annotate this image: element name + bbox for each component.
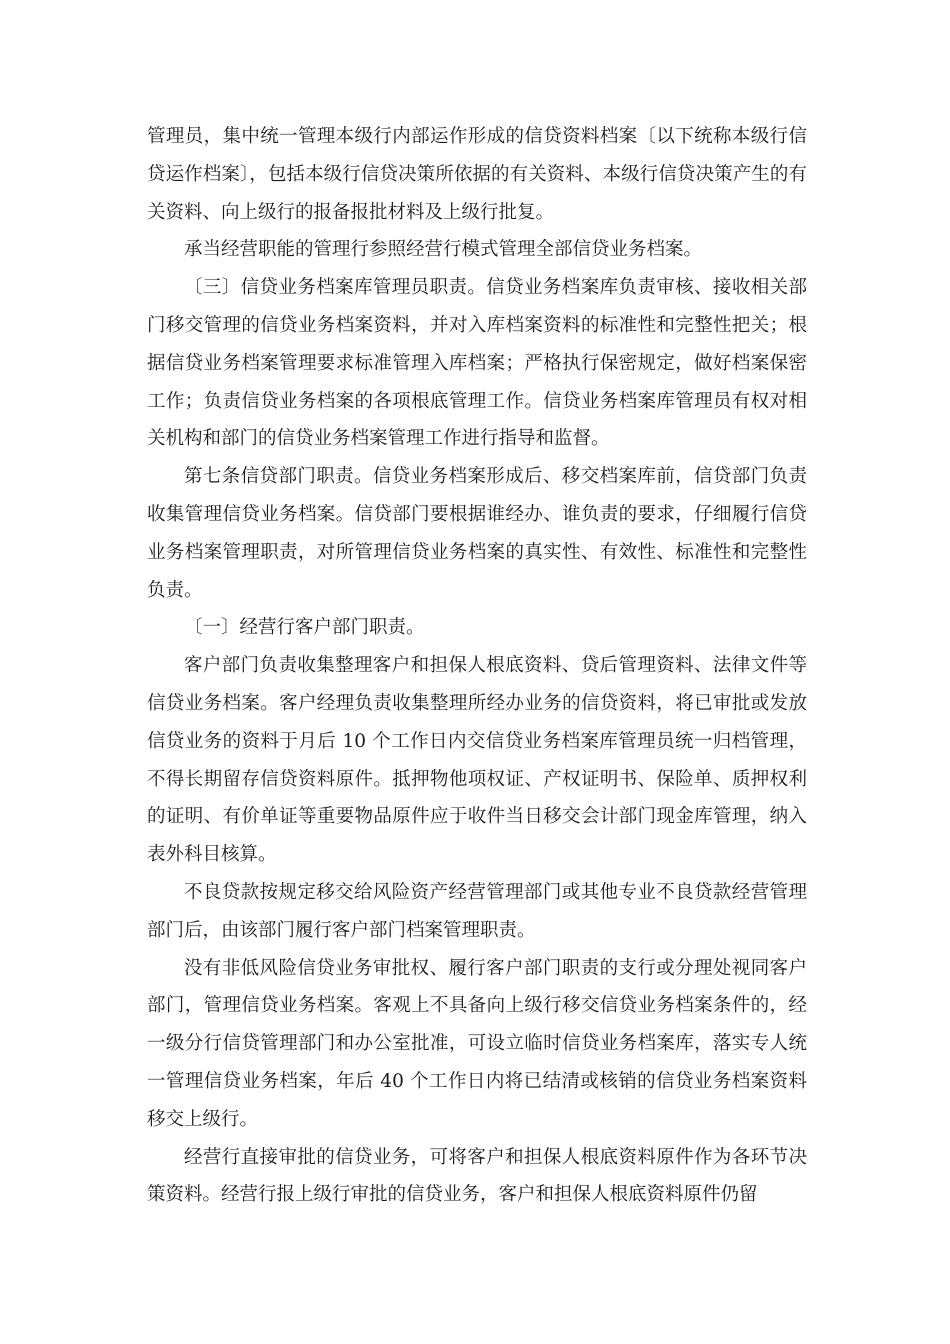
paragraph-7: 不良贷款按规定移交给风险资产经营管理部门或其他专业不良贷款经营管理部门后，由该部门履行客户部门档案管理职责。	[147, 881, 807, 941]
paragraph-3: 〔三〕信贷业务档案库管理员职责。信贷业务档案库负责审核、接收相关部门移交管理的信贷业务档案资料，并对入库档案资料的标准性和完整性把关；根据信贷业务档案管理要求标准管理入库档案；严格执行保密规定，做好档案保密工作；负责信贷业务档案的各项根底管理工作。信贷业务档案库管理员有权对相关机构和部门的信贷业务档案管理工作进行指导和监督。	[147, 277, 807, 450]
paragraph-1: 管理员，集中统一管理本级行内部运作形成的信贷资料档案〔以下统称本级行信贷运作档案〕，包括本级行信贷决策所依据的有关资料、本级行信贷决策产生的有关资料、向上级行的报备报批材料及上级行批复。	[147, 126, 807, 223]
paragraph-5: 〔一〕经营行客户部门职责。	[184, 617, 425, 639]
paragraph-9: 经营行直接审批的信贷业务，可将客户和担保人根底资料原件作为各环节决策资料。经营行报上级行审批的信贷业务，客户和担保人根底资料原件仍留	[147, 1146, 807, 1206]
paragraph-6: 客户部门负责收集整理客户和担保人根底资料、贷后管理资料、法律文件等信贷业务档案。客户经理负责收集整理所经办业务的信贷资料，将已审批或发放信贷业务的资料于月后 10 个工作日内交信贷业务档案库管理员统一归档管理，不得长期留存信贷资料原件。抵押物他项权证、产权证明书、保险单、质押权利的证明、有价单证等重要物品原件应于收件当日移交会计部门现金库管理，纳入表外科目核算。	[147, 655, 807, 866]
paragraph-8: 没有非低风险信贷业务审批权、履行客户部门职责的支行或分理处视同客户部门，管理信贷业务档案。客观上不具备向上级行移交信贷业务档案条件的，经一级分行信贷管理部门和办公室批准，可设立临时信贷业务档案库，落实专人统一管理信贷业务档案，年后 40 个工作日内将已结清或核销的信贷业务档案资料移交上级行。	[147, 957, 807, 1130]
document-body	[147, 118, 807, 1214]
paragraph-2: 承当经营职能的管理行参照经营行模式管理全部信贷业务档案。	[184, 239, 703, 261]
paragraph-4: 第七条信贷部门职责。信贷业务档案形成后、移交档案库前，信贷部门负责收集管理信贷业务档案。信贷部门要根据谁经办、谁负责的要求，仔细履行信贷业务档案管理职责，对所管理信贷业务档案的真实性、有效性、标准性和完整性负责。	[147, 466, 807, 601]
